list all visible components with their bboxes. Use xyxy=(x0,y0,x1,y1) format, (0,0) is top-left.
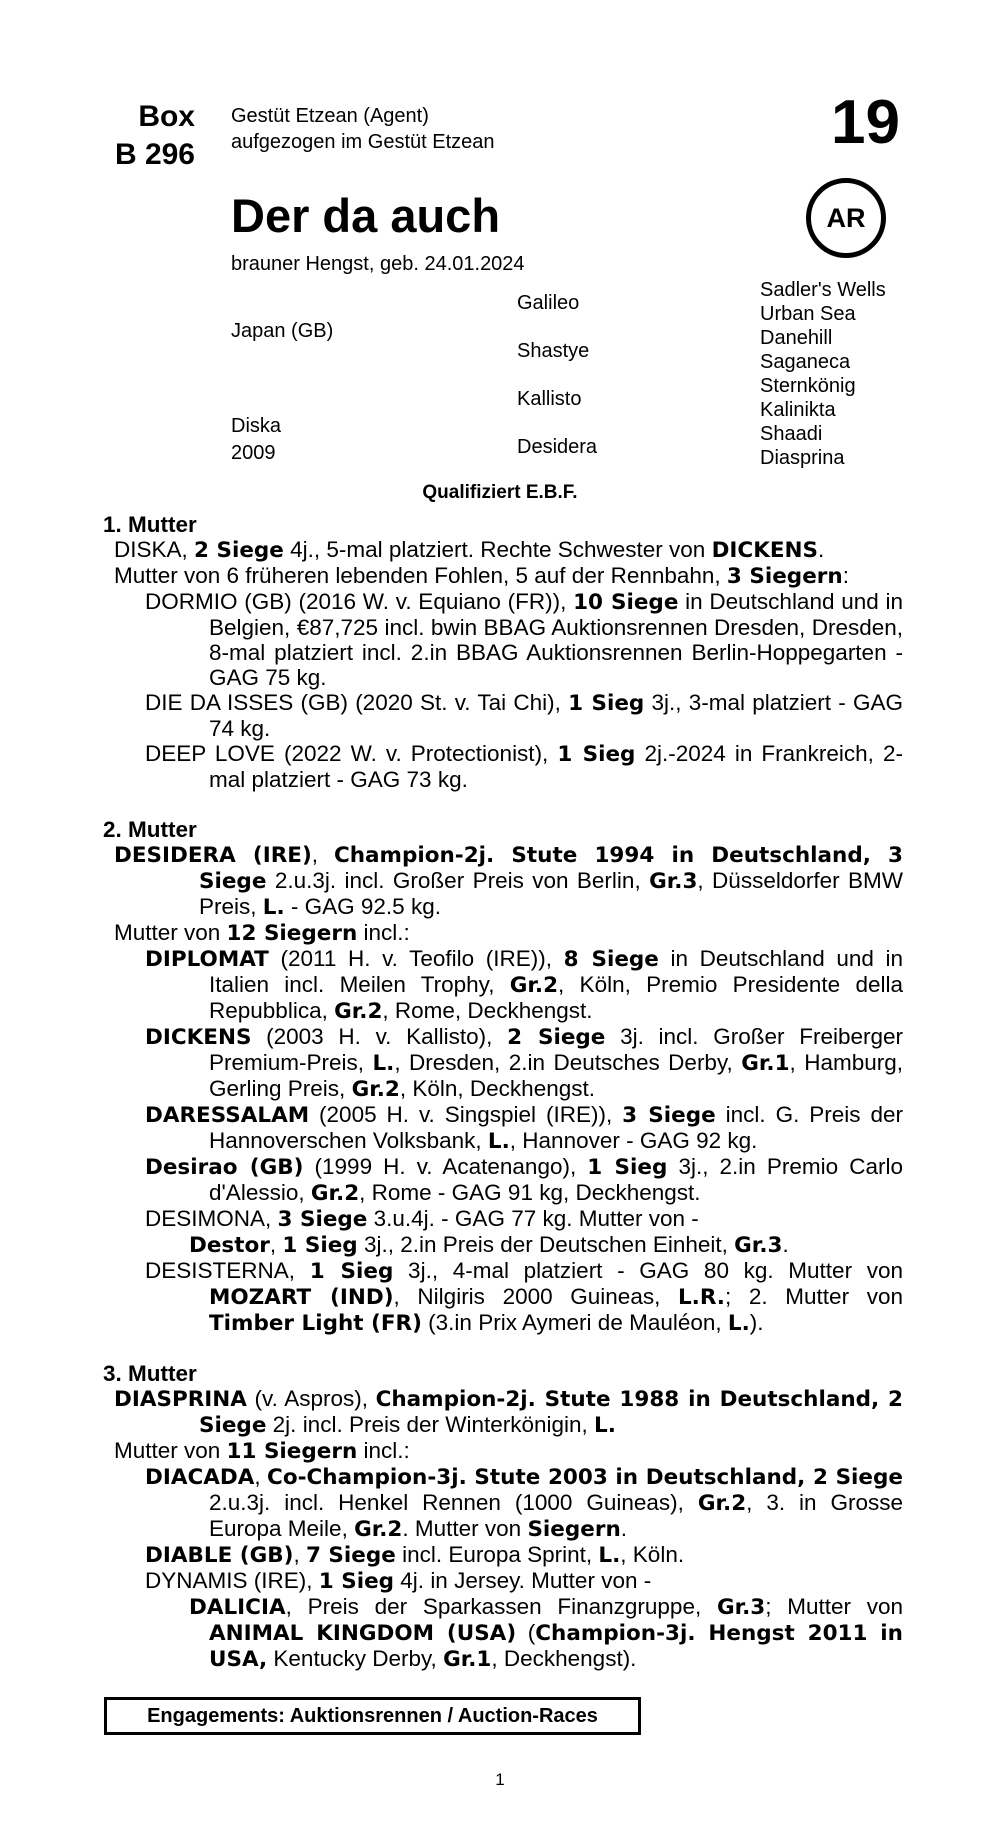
box-label xyxy=(115,98,195,174)
second-dam-offspring-2: DARESSALAM (2005 H. v. Singspiel (IRE)), 3 Siege incl. G. Preis der Hannoverschen Volksbank, L., Hannover - GAG 92 kg. xyxy=(145,1102,903,1154)
second-dam-offspring-4: DESIMONA, 3 Siege 3.u.4j. - GAG 77 kg. Mutter von - xyxy=(145,1206,699,1232)
ar-badge: AR xyxy=(806,178,886,258)
second-dam-grand-offspring: Destor, 1 Sieg 3j., 2.in Preis der Deutschen Einheit, Gr.3. xyxy=(189,1232,789,1258)
first-dam-offspring-0: DORMIO (GB) (2016 W. v. Equiano (FR)), 10 Siege in Deutschland und in Belgien, €87,725 incl. bwin BBAG Auktionsrennen Dresden, Dresden, 8-mal platziert incl. 2.in BBAG Auktionsrennen Berlin-Hoppegarten - GAG 75 kg. xyxy=(145,589,904,690)
pedigree-gg-2: Danehill xyxy=(760,327,833,349)
third-dam-intro: DIASPRINA (v. Aspros), Champion-2j. Stute 1988 in Deutschland, 2 Siege 2j. incl. Preis der Winterkönigin, L. xyxy=(114,1386,903,1438)
third-dam-produce: Mutter von 11 Siegern incl.: xyxy=(114,1438,410,1464)
first-dam-intro: DISKA, 2 Siege 4j., 5-mal platziert. Rechte Schwester von DICKENS. xyxy=(114,537,825,563)
third-dam-grand-offspring: DALICIA, Preis der Sparkassen Finanzgruppe, Gr.3; Mutter von ANIMAL KINGDOM (USA) (Champion-3j. Hengst 2011 in USA, Kentucky Derby, Gr.1, Deckhengst). xyxy=(189,1594,903,1672)
second-dam-produce: Mutter von 12 Siegern incl.: xyxy=(114,920,410,946)
horse-description: brauner Hengst, geb. 24.01.2024 xyxy=(231,253,525,275)
pedigree-gg-6: Shaadi xyxy=(760,423,823,445)
first-dam-produce: Mutter von 6 früheren lebenden Fohlen, 5 auf der Rennbahn, 3 Siegern: xyxy=(114,563,849,589)
second-dam-offspring-6: DESISTERNA, 1 Sieg 3j., 4-mal platziert - GAG 80 kg. Mutter von MOZART (IND), Nilgiris 2000 Guineas, L.R.; 2. Mutter von Timber Light (FR) (3.in Prix Aymeri de Mauléon, L.). xyxy=(145,1258,904,1336)
second-dam-offspring-0: DIPLOMAT (2011 H. v. Teofilo (IRE)), 8 Siege in Deutschland und in Italien incl. Meilen Trophy, Gr.2, Köln, Premio Presidente della Repubblica, Gr.2, Rome, Deckhengst. xyxy=(145,946,904,1024)
consignor: Gestüt Etzean (Agent) xyxy=(231,105,429,127)
page-number: 1 xyxy=(495,1770,505,1789)
second-dam-offspring-3: Desirao (GB) (1999 H. v. Acatenango), 1 Sieg 3j., 2.in Premio Carlo d'Alessio, Gr.2, Rome - GAG 91 kg, Deckhengst. xyxy=(145,1154,903,1206)
pedigree-sire-sire: Galileo xyxy=(517,292,580,314)
pedigree-dam-year: 2009 xyxy=(231,442,276,464)
third-dam-heading: 3. Mutter xyxy=(103,1361,197,1386)
first-dam-heading: 1. Mutter xyxy=(103,512,197,537)
engagements-box: Engagements: Auktionsrennen / Auction-Races xyxy=(104,1697,641,1735)
pedigree-dam-sire: Kallisto xyxy=(517,388,582,410)
pedigree-gg-1: Urban Sea xyxy=(760,303,856,325)
qualification: Qualifiziert E.B.F. xyxy=(422,482,578,503)
second-dam-intro: DESIDERA (IRE), Champion-2j. Stute 1994 in Deutschland, 3 Siege 2.u.3j. incl. Großer Preis von Berlin, Gr.3, Düsseldorfer BMW Preis, L. - GAG 92.5 kg. xyxy=(114,842,903,920)
pedigree-gg-3: Saganeca xyxy=(760,351,851,373)
pedigree-gg-7: Diasprina xyxy=(760,447,845,469)
breeder-line: aufgezogen im Gestüt Etzean xyxy=(231,131,495,153)
first-dam-offspring-1: DIE DA ISSES (GB) (2020 St. v. Tai Chi), 1 Sieg 3j., 3-mal platziert - GAG 74 kg. xyxy=(145,690,903,741)
second-dam-offspring-1: DICKENS (2003 H. v. Kallisto), 2 Siege 3j. incl. Großer Freiberger Premium-Preis, L., Dresden, 2.in Deutsches Derby, Gr.1, Hamburg, Gerling Preis, Gr.2, Köln, Deckhengst. xyxy=(145,1024,904,1102)
third-dam-offspring-2: DYNAMIS (IRE), 1 Sieg 4j. in Jersey. Mutter von - xyxy=(145,1568,652,1594)
pedigree-sire: Japan (GB) xyxy=(231,320,334,342)
pedigree-dam-dam: Desidera xyxy=(517,436,598,458)
pedigree-sire-dam: Shastye xyxy=(517,340,590,362)
third-dam-offspring-0: DIACADA, Co-Champion-3j. Stute 2003 in Deutschland, 2 Siege 2.u.3j. incl. Henkel Rennen (1000 Guineas), Gr.2, 3. in Grosse Europa Meile, Gr.2. Mutter von Siegern. xyxy=(145,1464,903,1542)
box-title: Box xyxy=(138,100,195,133)
pedigree-gg-5: Kalinikta xyxy=(760,399,836,421)
pedigree-gg-0: Sadler's Wells xyxy=(760,279,886,301)
horse-name: Der da auch xyxy=(231,189,501,242)
pedigree-dam: Diska xyxy=(231,415,282,437)
family-section xyxy=(103,512,903,1672)
third-dam-offspring-1: DIABLE (GB), 7 Siege incl. Europa Sprint, L., Köln. xyxy=(145,1542,685,1568)
second-dam-heading: 2. Mutter xyxy=(103,817,197,842)
lot-number: 19 xyxy=(831,88,900,157)
box-number: B 296 xyxy=(114,138,195,171)
first-dam-offspring-2: DEEP LOVE (2022 W. v. Protectionist), 1 Sieg 2j.-2024 in Frankreich, 2-mal platziert - GAG 73 kg. xyxy=(145,741,903,792)
pedigree-gg-4: Sternkönig xyxy=(760,375,856,397)
